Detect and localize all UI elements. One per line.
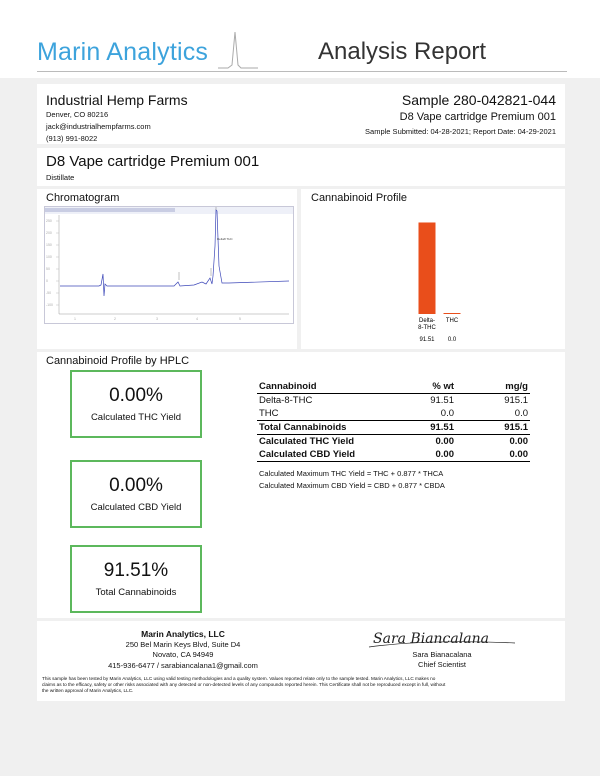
- thc-yield-label: Calculated THC Yield: [90, 412, 182, 423]
- bar-delta-8-thc: [419, 222, 436, 314]
- client-name: Industrial Hemp Farms: [46, 92, 188, 108]
- thc-yield-box: [70, 370, 202, 438]
- category-label: Delta-: [418, 318, 436, 324]
- cell-mg-g: 0.0: [514, 408, 528, 419]
- chromatogram-panel: [37, 189, 297, 349]
- chromatogram-title: Chromatogram: [46, 192, 120, 204]
- client-info-panel: [37, 84, 565, 144]
- cbd-yield-row-label: Calculated CBD Yield: [257, 448, 382, 462]
- cannabinoid-profile-panel: [301, 189, 565, 349]
- cannabinoid-results-table: [257, 380, 530, 462]
- cbd-formula-note: Calculated Maximum CBD Yield = CBD + 0.877 * CBDA: [259, 481, 445, 490]
- category-label: THC: [445, 318, 459, 324]
- cell-mg-g: 915.1: [504, 395, 528, 406]
- signature-image: [367, 625, 517, 651]
- svg-text:4: 4: [196, 317, 198, 321]
- thc-formula-note: Calculated Maximum THC Yield = THC + 0.877 * THCA: [259, 469, 444, 478]
- signature-text: Sara Biancalana: [373, 631, 489, 647]
- total-cannabinoids-value: 91.51%: [103, 560, 169, 581]
- cbd-yield-value: 0.00%: [109, 475, 163, 496]
- svg-text:150: 150: [46, 243, 52, 247]
- thc-yield-mg-g: 0.00: [509, 436, 528, 447]
- svg-text:0: 0: [46, 279, 48, 283]
- footer-address-1: 250 Bel Marin Keys Blvd, Suite D4: [125, 640, 241, 649]
- svg-text:200: 200: [46, 231, 52, 235]
- svg-text:-50: -50: [46, 291, 52, 295]
- thc-yield-row-label: Calculated THC Yield: [259, 436, 355, 447]
- col-header-mg-g: mg/g: [456, 380, 530, 394]
- cell-cannabinoid: Delta-8-THC: [259, 395, 313, 406]
- cbd-yield-label: Calculated CBD Yield: [90, 502, 182, 513]
- col-header-pct-wt: % wt: [382, 380, 456, 394]
- sample-dates: Sample Submitted: 04-28-2021; Report Date: 04-29-2021: [365, 127, 556, 136]
- total-row: [257, 421, 530, 435]
- thc-yield-value: 0.00%: [109, 385, 163, 406]
- cell-cannabinoid: THC: [259, 408, 279, 419]
- chromatogram-plot: [44, 206, 294, 326]
- sample-title: D8 Vape cartridge Premium 001: [46, 153, 260, 170]
- footer-contact: 415-936-6477 / sarabiancalana1@gmail.com: [108, 661, 258, 670]
- total-cannabinoids-box: [70, 545, 202, 613]
- svg-text:100: 100: [46, 255, 52, 259]
- hplc-title: Cannabinoid Profile by HPLC: [46, 355, 190, 367]
- client-phone: (913) 991-8022: [46, 134, 98, 143]
- cell-pct-wt: 91.51: [430, 395, 454, 406]
- peak-logo-icon: [218, 24, 258, 74]
- value-label: 91.51: [419, 337, 435, 343]
- total-label: Total Cannabinoids: [257, 421, 382, 435]
- col-header-cannabinoid: Cannabinoid: [257, 380, 382, 394]
- header-divider: [37, 71, 567, 72]
- peak-label: Delta8 THC: [217, 237, 233, 241]
- svg-text:3: 3: [156, 317, 158, 321]
- sample-matrix: Distillate: [46, 173, 75, 182]
- value-label: 0.0: [447, 337, 457, 343]
- cbd-yield-row: [257, 448, 530, 462]
- svg-text:2: 2: [114, 317, 116, 321]
- cannabinoid-profile-title: Cannabinoid Profile: [311, 192, 408, 204]
- footer-panel: [37, 621, 565, 701]
- disclaimer-line-3: the written approval of Marin Analytics, LLC.: [42, 688, 134, 693]
- total-cannabinoids-label: Total Cannabinoids: [95, 587, 177, 598]
- svg-text:50: 50: [46, 267, 50, 271]
- signer-name: Sara Bianacalana: [412, 650, 472, 659]
- cbd-yield-mg-g: 0.00: [456, 448, 530, 462]
- cell-pct-wt: 0.0: [440, 408, 454, 419]
- sample-name: D8 Vape cartridge Premium 001: [399, 111, 556, 123]
- report-header: [0, 0, 600, 78]
- cannabinoid-bar-chart: [301, 189, 565, 349]
- svg-text:-100: -100: [46, 303, 54, 307]
- report-title: Analysis Report: [318, 38, 487, 65]
- svg-text:1: 1: [74, 317, 76, 321]
- cbd-yield-box: [70, 460, 202, 528]
- disclaimer-line-2: claims as to the efficacy, safety or other risks associated with any detected or non-detected levels of any compounds reported herein. This Certificate shall not be reproduced except in full, without: [42, 682, 446, 687]
- table-header-row: [257, 380, 530, 394]
- disclaimer-line-1: This sample has been tested by Marin Analytics, LLC using valid testing methodologies and a quality system. Values reported relate only to the sample tested. Marin Analytics, LLC makes no: [42, 676, 436, 681]
- total-pct-wt: 91.51: [382, 421, 456, 435]
- client-email: jack@industrialhempfarms.com: [46, 122, 151, 131]
- svg-text:5: 5: [239, 317, 241, 321]
- footer-lab-name: Marin Analytics, LLC: [141, 629, 225, 639]
- footer-address-2: Novato, CA 94949: [152, 650, 214, 659]
- lab-logo-text: Marin Analytics: [37, 38, 209, 66]
- total-mg-g: 915.1: [456, 421, 530, 435]
- sample-id: Sample 280-042821-044: [401, 92, 556, 108]
- signer-title: Chief Scientist: [418, 660, 466, 669]
- bar-thc: [444, 313, 461, 314]
- thc-yield-pct-wt: 0.00: [435, 436, 454, 447]
- client-city: Denver, CO 80216: [46, 110, 109, 119]
- thc-yield-row: [257, 435, 530, 449]
- svg-text:250: 250: [46, 219, 52, 223]
- table-row: [257, 407, 530, 421]
- table-row: [257, 394, 530, 408]
- sample-title-panel: [37, 148, 565, 186]
- cbd-yield-pct-wt: 0.00: [382, 448, 456, 462]
- category-label: 8-THC: [418, 325, 436, 331]
